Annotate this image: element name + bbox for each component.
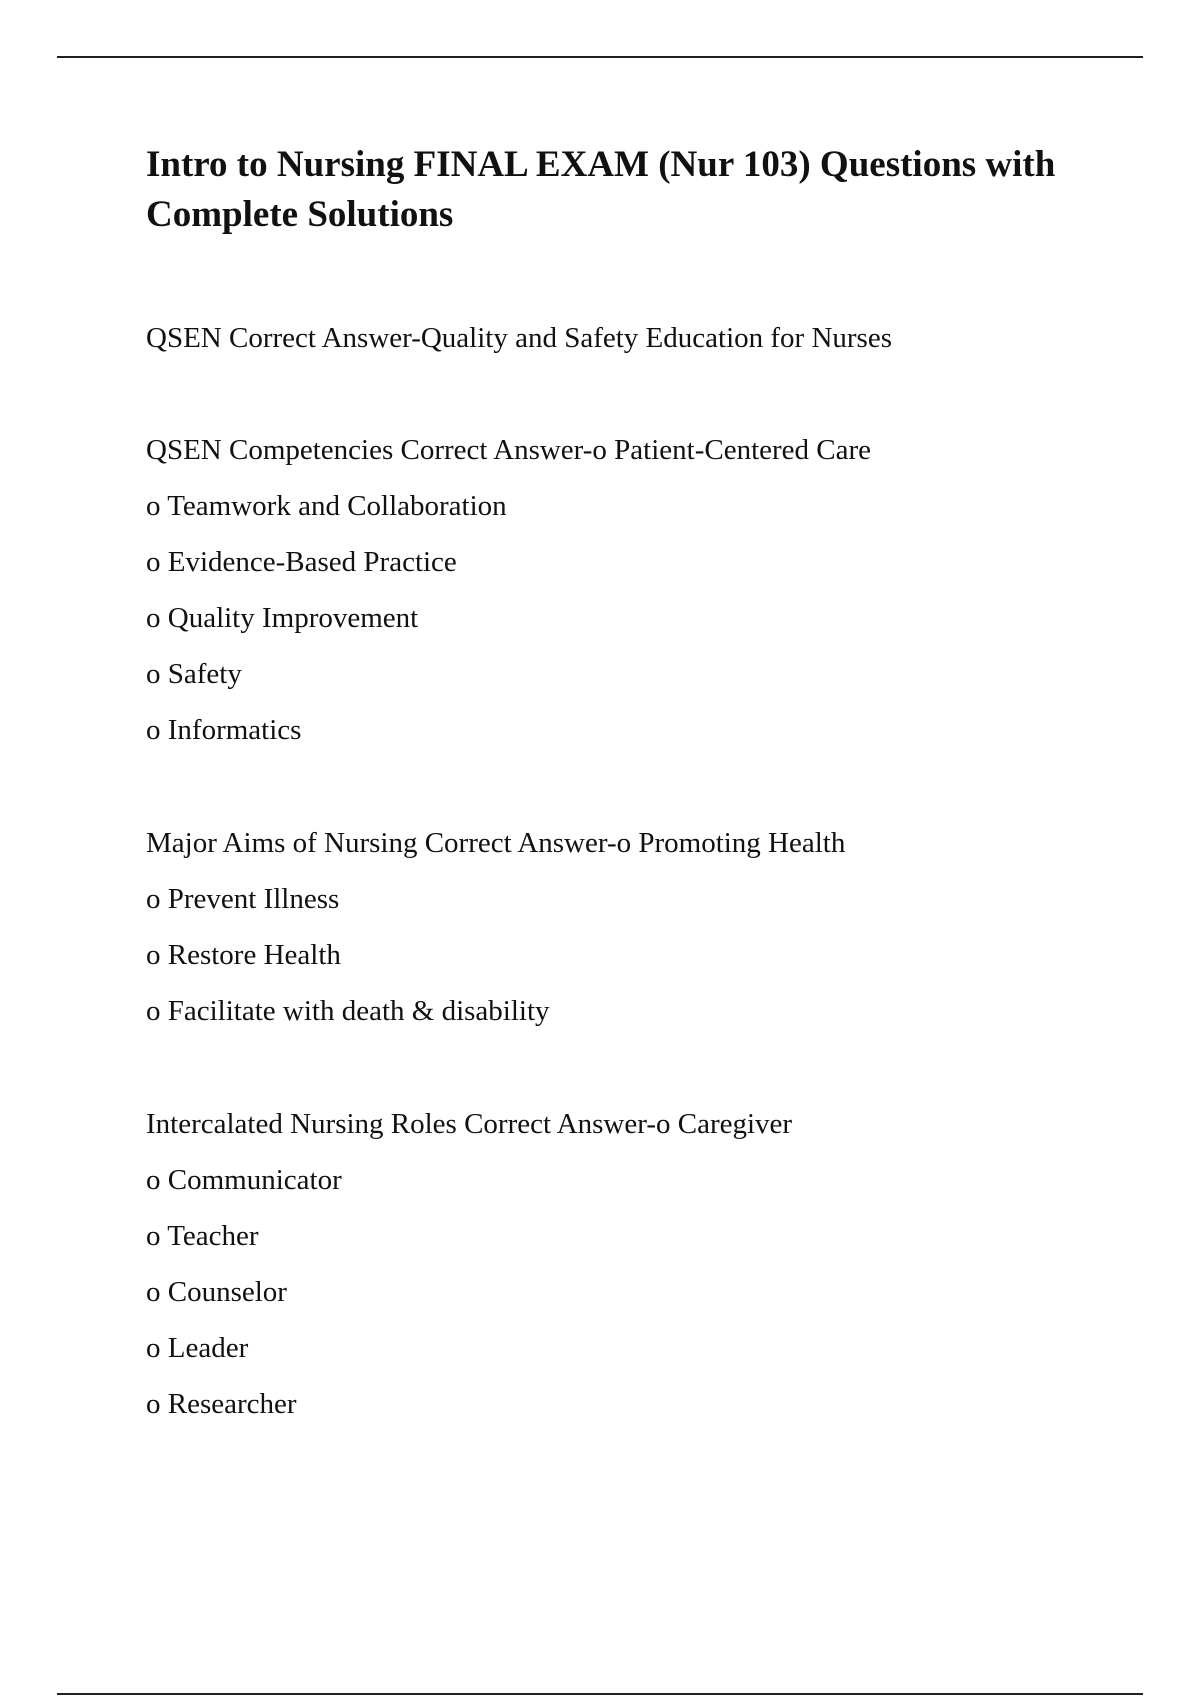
- list-item: o Restore Health: [146, 939, 341, 971]
- list-item: o Leader: [146, 1332, 249, 1364]
- list-item: o Communicator: [146, 1164, 342, 1196]
- competencies-heading: QSEN Competencies Correct Answer-o Patient-Centered Care: [146, 434, 872, 466]
- bottom-divider: [57, 1693, 1143, 1695]
- list-item: o Informatics: [146, 714, 302, 746]
- list-item: o Researcher: [146, 1388, 297, 1420]
- list-item: o Evidence-Based Practice: [146, 546, 457, 578]
- list-item: o Teacher: [146, 1220, 259, 1252]
- list-item: o Quality Improvement: [146, 602, 419, 634]
- list-item: o Teamwork and Collaboration: [146, 490, 507, 522]
- list-item: o Prevent Illness: [146, 883, 340, 915]
- roles-heading: Intercalated Nursing Roles Correct Answer-o Caregiver: [146, 1108, 793, 1140]
- list-item: o Safety: [146, 658, 242, 690]
- aims-heading: Major Aims of Nursing Correct Answer-o Promoting Health: [146, 827, 846, 859]
- list-item: o Counselor: [146, 1276, 287, 1308]
- top-divider: [57, 56, 1143, 58]
- list-item: o Facilitate with death & disability: [146, 995, 550, 1027]
- qsen-definition: QSEN Correct Answer-Quality and Safety Education for Nurses: [146, 322, 892, 354]
- document-title: Intro to Nursing FINAL EXAM (Nur 103) Questions with Complete Solutions: [146, 144, 1056, 235]
